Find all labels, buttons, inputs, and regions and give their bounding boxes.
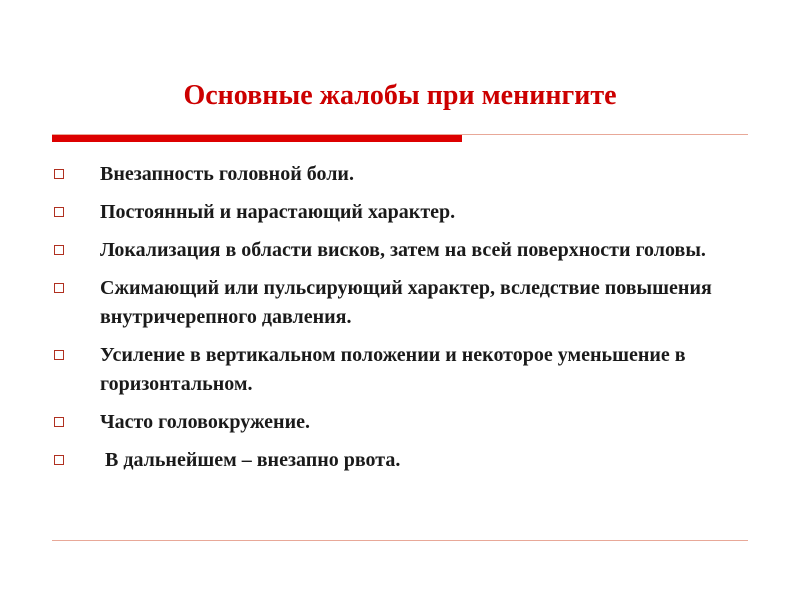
list-item-text: Постоянный и нарастающий характер. <box>100 201 456 223</box>
list-item <box>52 160 752 189</box>
footer-divider <box>52 540 748 541</box>
complaints-list <box>52 160 752 484</box>
list-item <box>52 236 752 265</box>
square-bullet-icon <box>54 283 64 293</box>
list-item-text: Часто головокружение. <box>100 411 310 433</box>
square-bullet-icon <box>54 169 64 179</box>
list-item-text: Сжимающий или пульсирующий характер, вследствие повышения внутричерепного давления. <box>100 277 712 328</box>
list-item <box>52 198 752 227</box>
square-bullet-icon <box>54 350 64 360</box>
list-item <box>52 341 752 399</box>
square-bullet-icon <box>54 207 64 217</box>
list-item-text: Локализация в области висков, затем на всей поверхности головы. <box>100 239 706 261</box>
slide-title: Основные жалобы при менингите <box>183 80 617 111</box>
list-item <box>52 274 752 332</box>
list-item <box>52 408 752 437</box>
list-item-text: Усиление в вертикальном положении и некоторое уменьшение в горизонтальном. <box>100 344 686 395</box>
square-bullet-icon <box>54 455 64 465</box>
title-underline-accent <box>52 135 462 142</box>
list-item <box>52 446 752 475</box>
square-bullet-icon <box>54 245 64 255</box>
list-item-text: Внезапность головной боли. <box>100 163 354 185</box>
list-item-text: В дальнейшем – внезапно рвота. <box>100 449 401 471</box>
square-bullet-icon <box>54 417 64 427</box>
